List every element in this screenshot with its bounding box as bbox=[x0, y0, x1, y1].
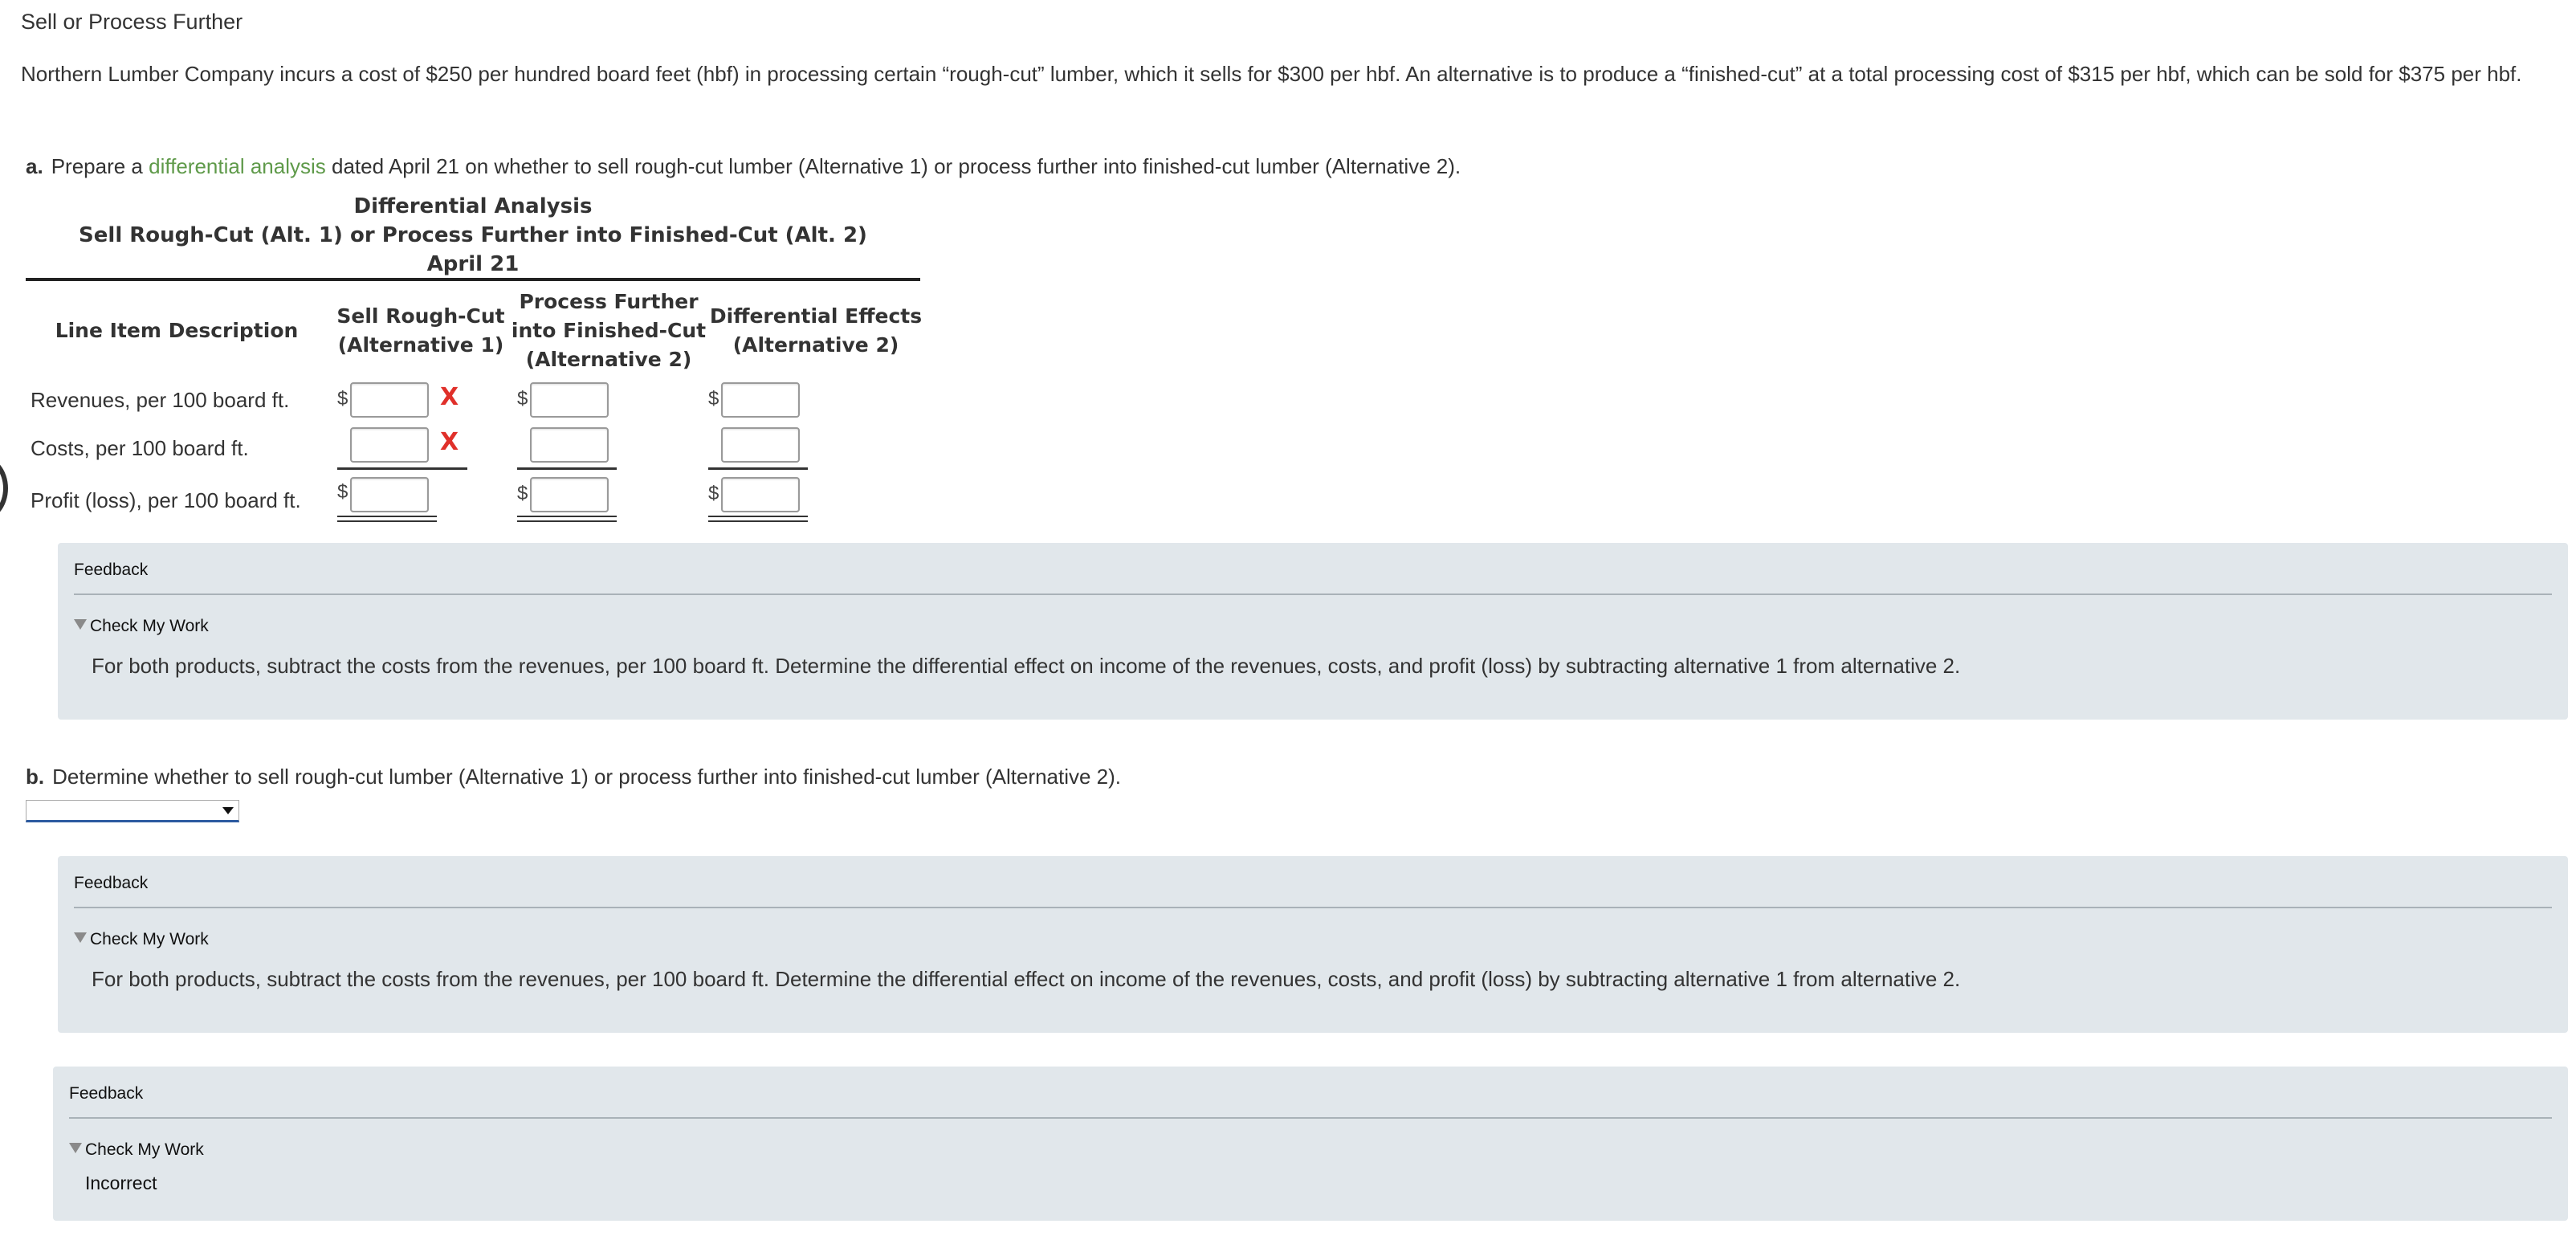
costs-alt2-input[interactable] bbox=[530, 427, 609, 463]
feedback-divider bbox=[74, 593, 2552, 595]
check-my-work-label: Check My Work bbox=[90, 617, 209, 635]
currency-symbol: $ bbox=[708, 483, 719, 504]
col-header-alt1: Sell Rough-Cut (Alternative 1) bbox=[336, 304, 505, 357]
profit-diff-input[interactable] bbox=[721, 477, 800, 512]
check-my-work-toggle[interactable] bbox=[74, 617, 209, 636]
incorrect-x-icon: X bbox=[440, 383, 459, 411]
page-title: Sell or Process Further bbox=[21, 10, 243, 34]
currency-symbol: $ bbox=[337, 481, 348, 503]
revenues-diff-input[interactable] bbox=[721, 382, 800, 418]
check-my-work-label: Check My Work bbox=[85, 1140, 204, 1159]
revenues-alt2-input[interactable] bbox=[530, 382, 609, 418]
currency-symbol: $ bbox=[337, 388, 348, 410]
total-double-rule bbox=[517, 516, 617, 522]
profit-alt1-input[interactable] bbox=[350, 477, 429, 512]
triangle-down-icon bbox=[69, 1143, 82, 1153]
revenues-alt1-input[interactable] bbox=[350, 382, 429, 418]
row-label-profit: Profit (loss), per 100 board ft. bbox=[31, 488, 301, 512]
feedback-panel-a bbox=[58, 543, 2568, 720]
total-double-rule bbox=[337, 516, 437, 522]
part-a-instruction bbox=[26, 153, 1461, 180]
incorrect-x-icon: X bbox=[440, 428, 459, 456]
check-my-work-toggle[interactable] bbox=[69, 1140, 204, 1160]
feedback-panel-b bbox=[58, 856, 2568, 1033]
total-double-rule bbox=[708, 516, 808, 522]
differential-analysis-link[interactable]: differential analysis bbox=[149, 154, 326, 178]
costs-diff-input[interactable] bbox=[721, 427, 800, 463]
analysis-heading: Differential Analysis bbox=[353, 194, 593, 218]
check-my-work-toggle[interactable] bbox=[74, 930, 209, 949]
subtotal-rule bbox=[517, 467, 617, 470]
feedback-title: Feedback bbox=[69, 1084, 144, 1103]
triangle-down-icon bbox=[74, 619, 87, 630]
feedback-result: Incorrect bbox=[85, 1173, 157, 1193]
col-header-differential: Differential Effects (Alternative 2) bbox=[709, 304, 923, 357]
row-label-revenues: Revenues, per 100 board ft. bbox=[31, 388, 290, 412]
problem-statement: Northern Lumber Company incurs a cost of $250 per hundred board feet (hbf) in processing certain “rough-cut” lumber, which it sells for $300 per hbf. An alternative is to produce a “finished-cut” at a total processing cost of $315 per hbf, which can be sold for $375 per hbf. bbox=[21, 62, 2522, 86]
profit-alt2-input[interactable] bbox=[530, 477, 609, 512]
row-label-costs: Costs, per 100 board ft. bbox=[31, 436, 249, 460]
feedback-divider bbox=[69, 1117, 2552, 1119]
col-header-alt2: Process Further into Finished-Cut (Alternative 2) bbox=[511, 290, 707, 371]
chevron-down-icon bbox=[222, 807, 234, 814]
subtotal-rule bbox=[337, 467, 467, 470]
costs-alt1-input[interactable] bbox=[350, 427, 429, 463]
feedback-title: Feedback bbox=[74, 874, 149, 892]
currency-symbol: $ bbox=[708, 388, 719, 410]
part-b-text: Determine whether to sell rough-cut lumber (Alternative 1) or process further into finished-cut lumber (Alternative 2). bbox=[52, 765, 1122, 789]
triangle-down-icon bbox=[74, 932, 87, 943]
part-b-letter: b. bbox=[26, 765, 45, 789]
analysis-date: April 21 bbox=[426, 252, 520, 276]
check-my-work-label: Check My Work bbox=[90, 930, 209, 948]
part-a-letter: a. bbox=[26, 154, 43, 178]
currency-symbol: $ bbox=[517, 388, 528, 410]
feedback-hint: For both products, subtract the costs from the revenues, per 100 board ft. Determine the differential effect on income of the revenues, costs, and profit (loss) by subtracting alternative 1 from alternative 2. bbox=[92, 967, 1961, 991]
subtotal-rule bbox=[708, 467, 808, 470]
feedback-title: Feedback bbox=[74, 561, 149, 579]
side-circle-icon bbox=[0, 455, 8, 522]
heading-divider bbox=[26, 278, 920, 281]
feedback-divider bbox=[74, 907, 2552, 908]
col-header-description: Line Item Description bbox=[55, 319, 299, 342]
part-b-instruction bbox=[26, 763, 1121, 790]
feedback-panel-summary bbox=[53, 1067, 2568, 1221]
part-a-prefix: Prepare a bbox=[51, 154, 143, 178]
analysis-subheading: Sell Rough-Cut (Alt. 1) or Process Further into Finished-Cut (Alt. 2) bbox=[79, 223, 867, 247]
currency-symbol: $ bbox=[517, 483, 528, 504]
part-a-suffix: dated April 21 on whether to sell rough-cut lumber (Alternative 1) or process further into finished-cut lumber (Alternative 2). bbox=[332, 154, 1461, 178]
feedback-hint: For both products, subtract the costs from the revenues, per 100 board ft. Determine the differential effect on income of the revenues, costs, and profit (loss) by subtracting alternative 1 from alternative 2. bbox=[92, 654, 1961, 678]
decision-dropdown[interactable] bbox=[26, 800, 239, 822]
